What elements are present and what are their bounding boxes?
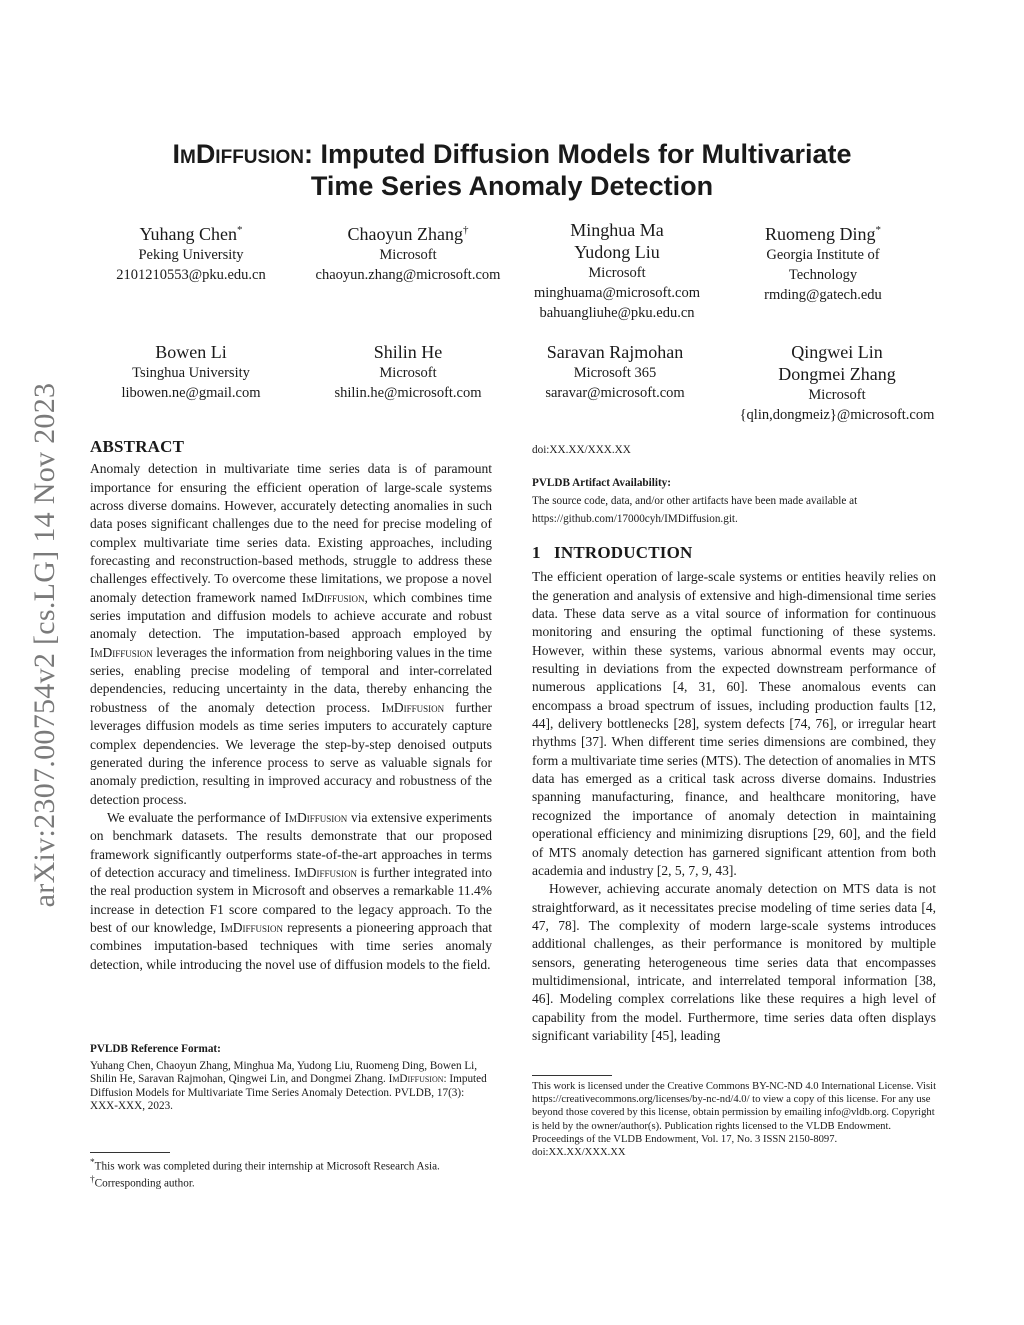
author-name: Yuhang Chen [139, 224, 237, 244]
footnotes [90, 1157, 492, 1191]
artifact-heading: PVLDB Artifact Availability: [532, 477, 672, 489]
author-email: minghuama@microsoft.com [534, 285, 700, 301]
title-line2: Time Series Anomaly Detection [310, 171, 714, 201]
footnote: †Corresponding author. [90, 1175, 195, 1190]
abstract-heading: ABSTRACT [90, 437, 185, 456]
abstract-paragraph: We evaluate the performance of ImDiffusion via extensive experiments on benchmark datasets. The results demonstrate that our proposed framework significantly outperforms state-of-the-art approaches in terms of detection accuracy and timeliness. ImDiffusion is further integrated into the real production system in Microsoft and observes a remarkable 11.4% increase in detection F1 score compared to the legacy approach. To the best of our knowledge, ImDiffusion represents a pioneering approach that combines imputation-based techniques with time series anomaly detection, while introducing the novel use of diffusion models to the field. [90, 809, 492, 972]
author-name: Chaoyun Zhang [347, 224, 463, 244]
author-email: {qlin,dongmeiz}@microsoft.com [739, 407, 935, 423]
author-name: Qingwei Lin [791, 342, 883, 362]
doi-text: doi:XX.XX/XXX.XX [532, 444, 631, 456]
footnote: *This work was completed during their internship at Microsoft Research Asia. [90, 1158, 440, 1173]
author-affiliation: Microsoft [379, 365, 437, 381]
abstract-paragraph: Anomaly detection in multivariate time series data is of paramount importance for ensuring the efficient operation of large-scale systems across diverse domains. However, accurately detecting anomalies in such data poses significant challenges due to the need for precise modeling of complex multivariate time series data. Existing approaches, including forecasting and reconstruction-based methods, struggle to address these challenges effectively. To overcome these limitations, we propose a novel anomaly detection framework named ImDiffusion, which combines time series imputation and diffusion models to achieve accurate and robust anomaly detection. The imputation-based approach employed by ImDiffusion leverages the information from neighboring values in the time series, enabling precise modeling of temporal and inter-correlated dependencies, reducing uncertainty in the data, thereby enhancing the robustness of the anomaly detection process. ImDiffusion further leverages diffusion models as time series imputers to accurately capture complex dependencies. We leverage the step-by-step denoised outputs generated during the inference process to serve as valuable signals for anomaly prediction, resulting in improved accuracy and robustness of the detection process. [90, 461, 492, 807]
author-email: shilin.he@microsoft.com [334, 385, 482, 401]
author-affiliation: Microsoft [588, 265, 646, 281]
author-affiliation: Microsoft 365 [573, 365, 657, 381]
introduction-section [532, 544, 936, 1045]
author-email: chaoyun.zhang@microsoft.com [315, 267, 501, 283]
author-name: Ruomeng Ding [765, 224, 876, 244]
left-column [90, 438, 492, 974]
license-note [532, 1080, 936, 1159]
author-name: Shilin He [373, 342, 443, 362]
introduction-heading: 1 INTRODUCTION [532, 543, 693, 562]
arxiv-id: arXiv:2307.00754v2 [cs.LG] 14 Nov 2023 [28, 382, 61, 908]
author-block [495, 341, 735, 403]
author-block [712, 341, 962, 425]
reference-format-heading: PVLDB Reference Format: [90, 1043, 221, 1055]
author-block [71, 341, 311, 403]
title-system-name: ImDiffusion [172, 139, 304, 169]
license-doi: doi:XX.XX/XXX.XX [532, 1147, 626, 1159]
author-affiliation: Microsoft [808, 387, 866, 403]
author-mark: * [237, 224, 243, 236]
author-block [71, 219, 311, 285]
proceedings-text: Proceedings of the VLDB Endowment, Vol. 17, No. 3 ISSN 2150-8097. [532, 1133, 838, 1145]
author-name: Dongmei Zhang [778, 364, 896, 384]
author-block [302, 219, 514, 285]
author-block [703, 219, 943, 305]
author-affiliation: Technology [788, 267, 858, 283]
paper-title [80, 138, 944, 202]
author-email: rmding@gatech.edu [764, 287, 882, 303]
doi [532, 444, 936, 458]
author-email: libowen.ne@gmail.com [121, 385, 261, 401]
author-affiliation: Georgia Institute of [766, 247, 880, 263]
artifact-text: The source code, data, and/or other artifacts have been made available at https://github.com/17000cyh/IMDiffusion.git. [532, 495, 858, 525]
author-mark: † [462, 224, 469, 236]
author-name: Minghua Ma [570, 220, 664, 240]
artifact-availability [532, 474, 936, 528]
author-block [288, 341, 528, 403]
author-block [497, 219, 737, 323]
author-affiliation: Peking University [138, 247, 244, 263]
author-name: Saravan Rajmohan [546, 342, 684, 362]
author-email: 2101210553@pku.edu.cn [116, 267, 266, 283]
license-text: This work is licensed under the Creative Commons BY-NC-ND 4.0 International License. Visit https://creativecommons.org/licenses/by-nc-nd/4.0/ to view a copy of this license. For any use beyond those covered by this license, obtain permission by emailing info@vldb.org. Copyright is held by the owner/author(s). Publication rights licensed to the VLDB Endowment. [532, 1081, 937, 1132]
author-affiliation: Tsinghua University [132, 365, 250, 381]
author-affiliation: Microsoft [379, 247, 437, 263]
reference-format [90, 1043, 492, 1114]
intro-paragraph: However, achieving accurate anomaly detection on MTS data is not straightforward, as it necessitates precise modeling of time series data [4, 47, 78]. The complexity of modern large-scale systems introduces additional challenges, as their performance is monitored by multiple sensors, generating heterogeneous time series data that encompasses multidimensional, intricate, and interrelated temporal information [38, 46]. Modeling complex correlations like these requires a high level of capability from the model. Furthermore, time series data often displays significant variability [45], leading [532, 881, 936, 1043]
author-mark: * [875, 224, 881, 236]
title-line1: : Imputed Diffusion Models for Multivariate [303, 139, 852, 169]
reference-format-text: Yuhang Chen, Chaoyun Zhang, Minghua Ma, Yudong Liu, Ruomeng Ding, Bowen Li, Shilin He, Saravan Rajmohan, Qingwei Lin, and Dongmei Zhang. ImDiffusion: Imputed Diffusion Models for Multivariate Time Series Anomaly Detection. PVLDB, 17(3): XXX-XXX, 2023. [90, 1059, 487, 1112]
intro-paragraph: The efficient operation of large-scale systems or entities heavily relies on the generation and analysis of extensive and high-dimensional time series data. These data serve as a vital source of information for continuous monitoring and ensuring the optimal functioning of these systems. However, within these systems, various abnormal events may occur, resulting in deviations from the expected downstream performance of numerous applications [4, 31, 60]. These anomalous events can encompass a broad spectrum of issues, including production faults [12, 44], delivery bottlenecks [28], system defects [74, 76], or irregular heart rhythms [37]. When different time series dimensions are combined, they form a multivariate time series (MTS). The detection of anomalies in MTS data has emerged as a critical task across diverse domains. Industries spanning manufacturing, finance, and healthcare monitoring, have recognized the importance of anomaly detection in maintaining operational efficiency and minimizing disruptions [29, 60], and the field of MTS anomaly detection has garnered significant attention from both academia and industry [2, 5, 7, 9, 43]. [532, 569, 936, 878]
author-email: saravar@microsoft.com [545, 385, 685, 401]
author-name: Bowen Li [155, 342, 227, 362]
footnote-rule [90, 1152, 170, 1153]
author-email: bahuangliuhe@pku.edu.cn [539, 305, 695, 321]
license-rule [532, 1075, 612, 1076]
arxiv-stamp [20, 345, 70, 945]
author-name: Yudong Liu [574, 242, 660, 262]
